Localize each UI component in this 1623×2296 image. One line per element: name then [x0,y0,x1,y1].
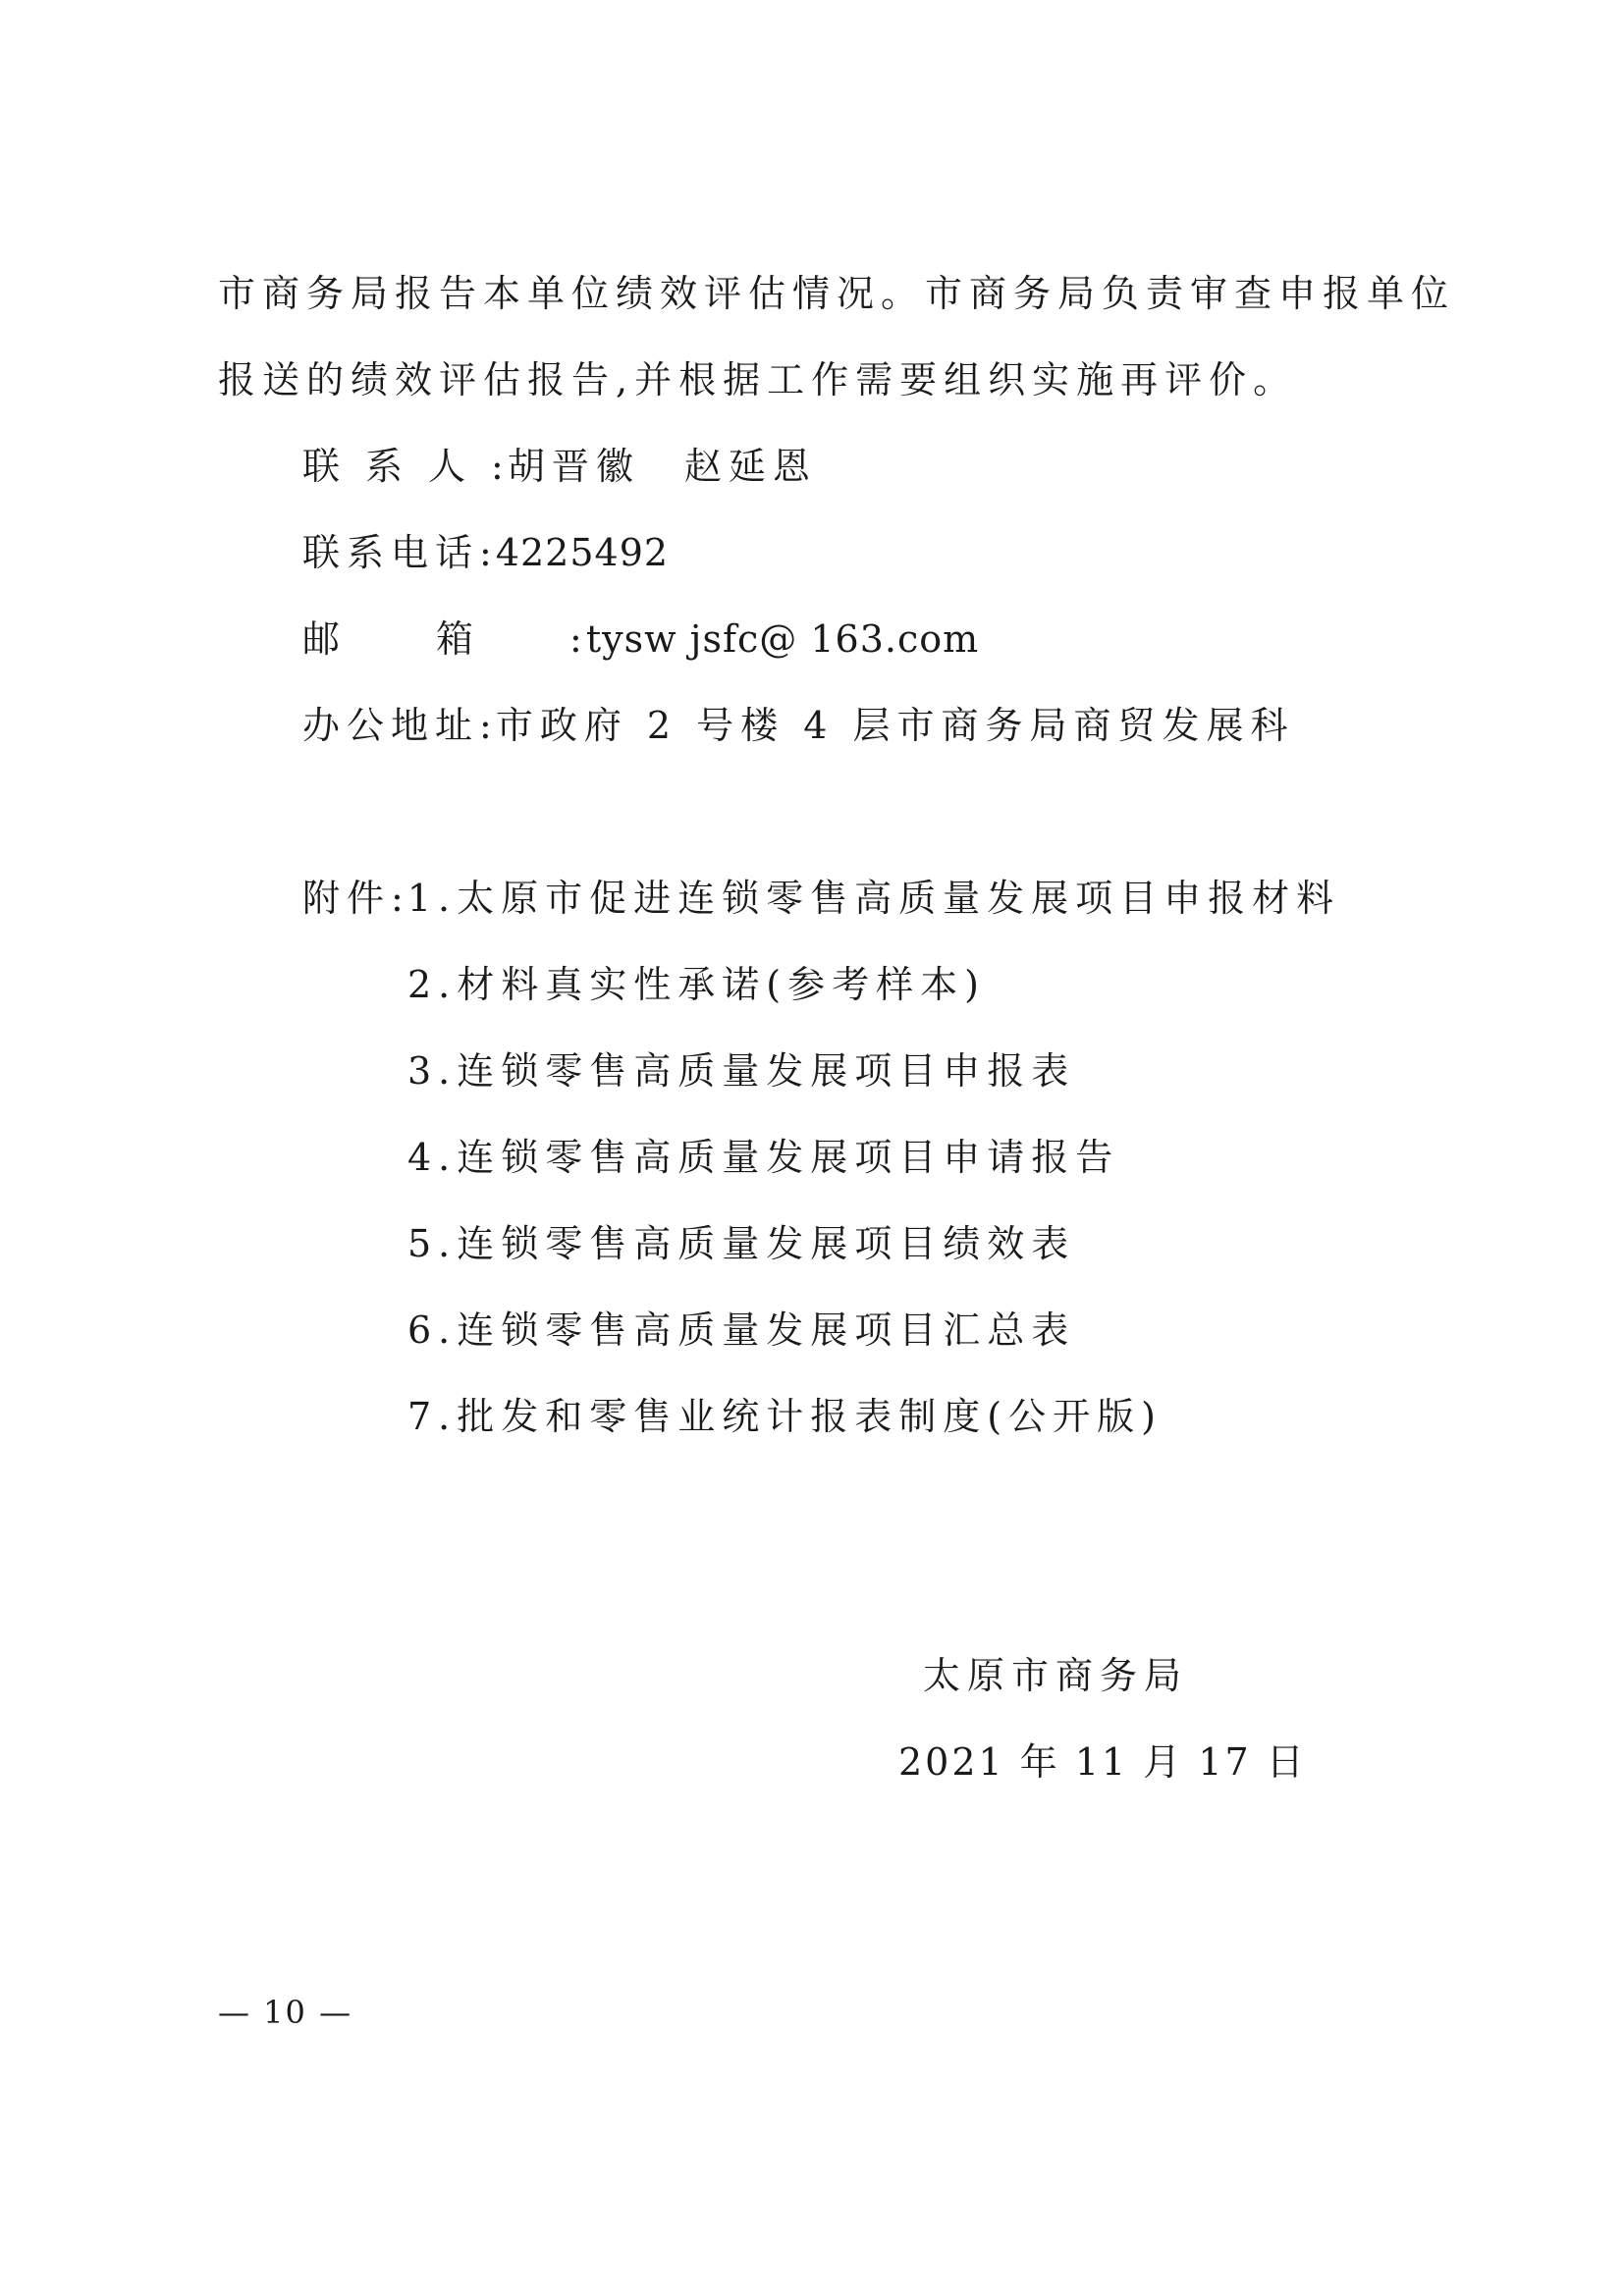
attachment-item-2: 2.材料真实性承诺(参考样本) [407,963,986,1006]
paragraph-line-2: 报送的绩效评估报告,并根据工作需要组织实施再评价。 [218,358,1298,401]
contact-address-label: 办公地址 [302,704,480,747]
page-number: — 10 — [218,1994,353,2031]
contact-email-value: tysw jsfc@ 163.com [585,617,980,661]
contact-phone-value: 4225492 [495,531,670,574]
contact-email-label: 邮箱 [302,617,570,661]
contact-address-colon: : [479,704,492,747]
attachment-item-7: 7.批发和零售业统计报表制度(公开版) [407,1395,1163,1438]
contact-person-label: 联系人 [302,445,492,488]
contact-person-value: 胡晋徽 赵延恩 [507,445,817,488]
attachment-item-6: 6.连锁零售高质量发展项目汇总表 [407,1308,1076,1352]
contact-person-row [302,442,817,491]
contact-phone-colon: : [479,531,492,574]
attachment-item-1: 1.太原市促进连锁零售高质量发展项目申报材料 [406,877,1341,920]
attachment-item-5: 5.连锁零售高质量发展项目绩效表 [407,1222,1076,1265]
paragraph-line-1: 市商务局报告本单位绩效评估情况。市商务局负责审查申报单位 [218,272,1456,315]
attachment-item-3: 3.连锁零售高质量发展项目申报表 [407,1049,1076,1093]
contact-email-row [302,614,979,664]
attachment-row-1 [302,874,1340,923]
contact-address-value: 市政府 2 号楼 4 层市商务局商贸发展科 [495,704,1295,747]
attachment-colon: : [391,877,404,920]
contact-email-colon: : [569,617,582,661]
attachment-item-4: 4.连锁零售高质量发展项目申请报告 [407,1136,1120,1179]
signature-org: 太原市商务局 [923,1654,1189,1697]
contact-phone-row [302,528,669,577]
signature-date: 2021 年 11 月 17 日 [898,1740,1307,1784]
attachment-label: 附件 [302,877,392,920]
contact-person-colon: : [491,445,504,488]
contact-phone-label: 联系电话 [302,531,480,574]
contact-address-row [302,701,1295,750]
